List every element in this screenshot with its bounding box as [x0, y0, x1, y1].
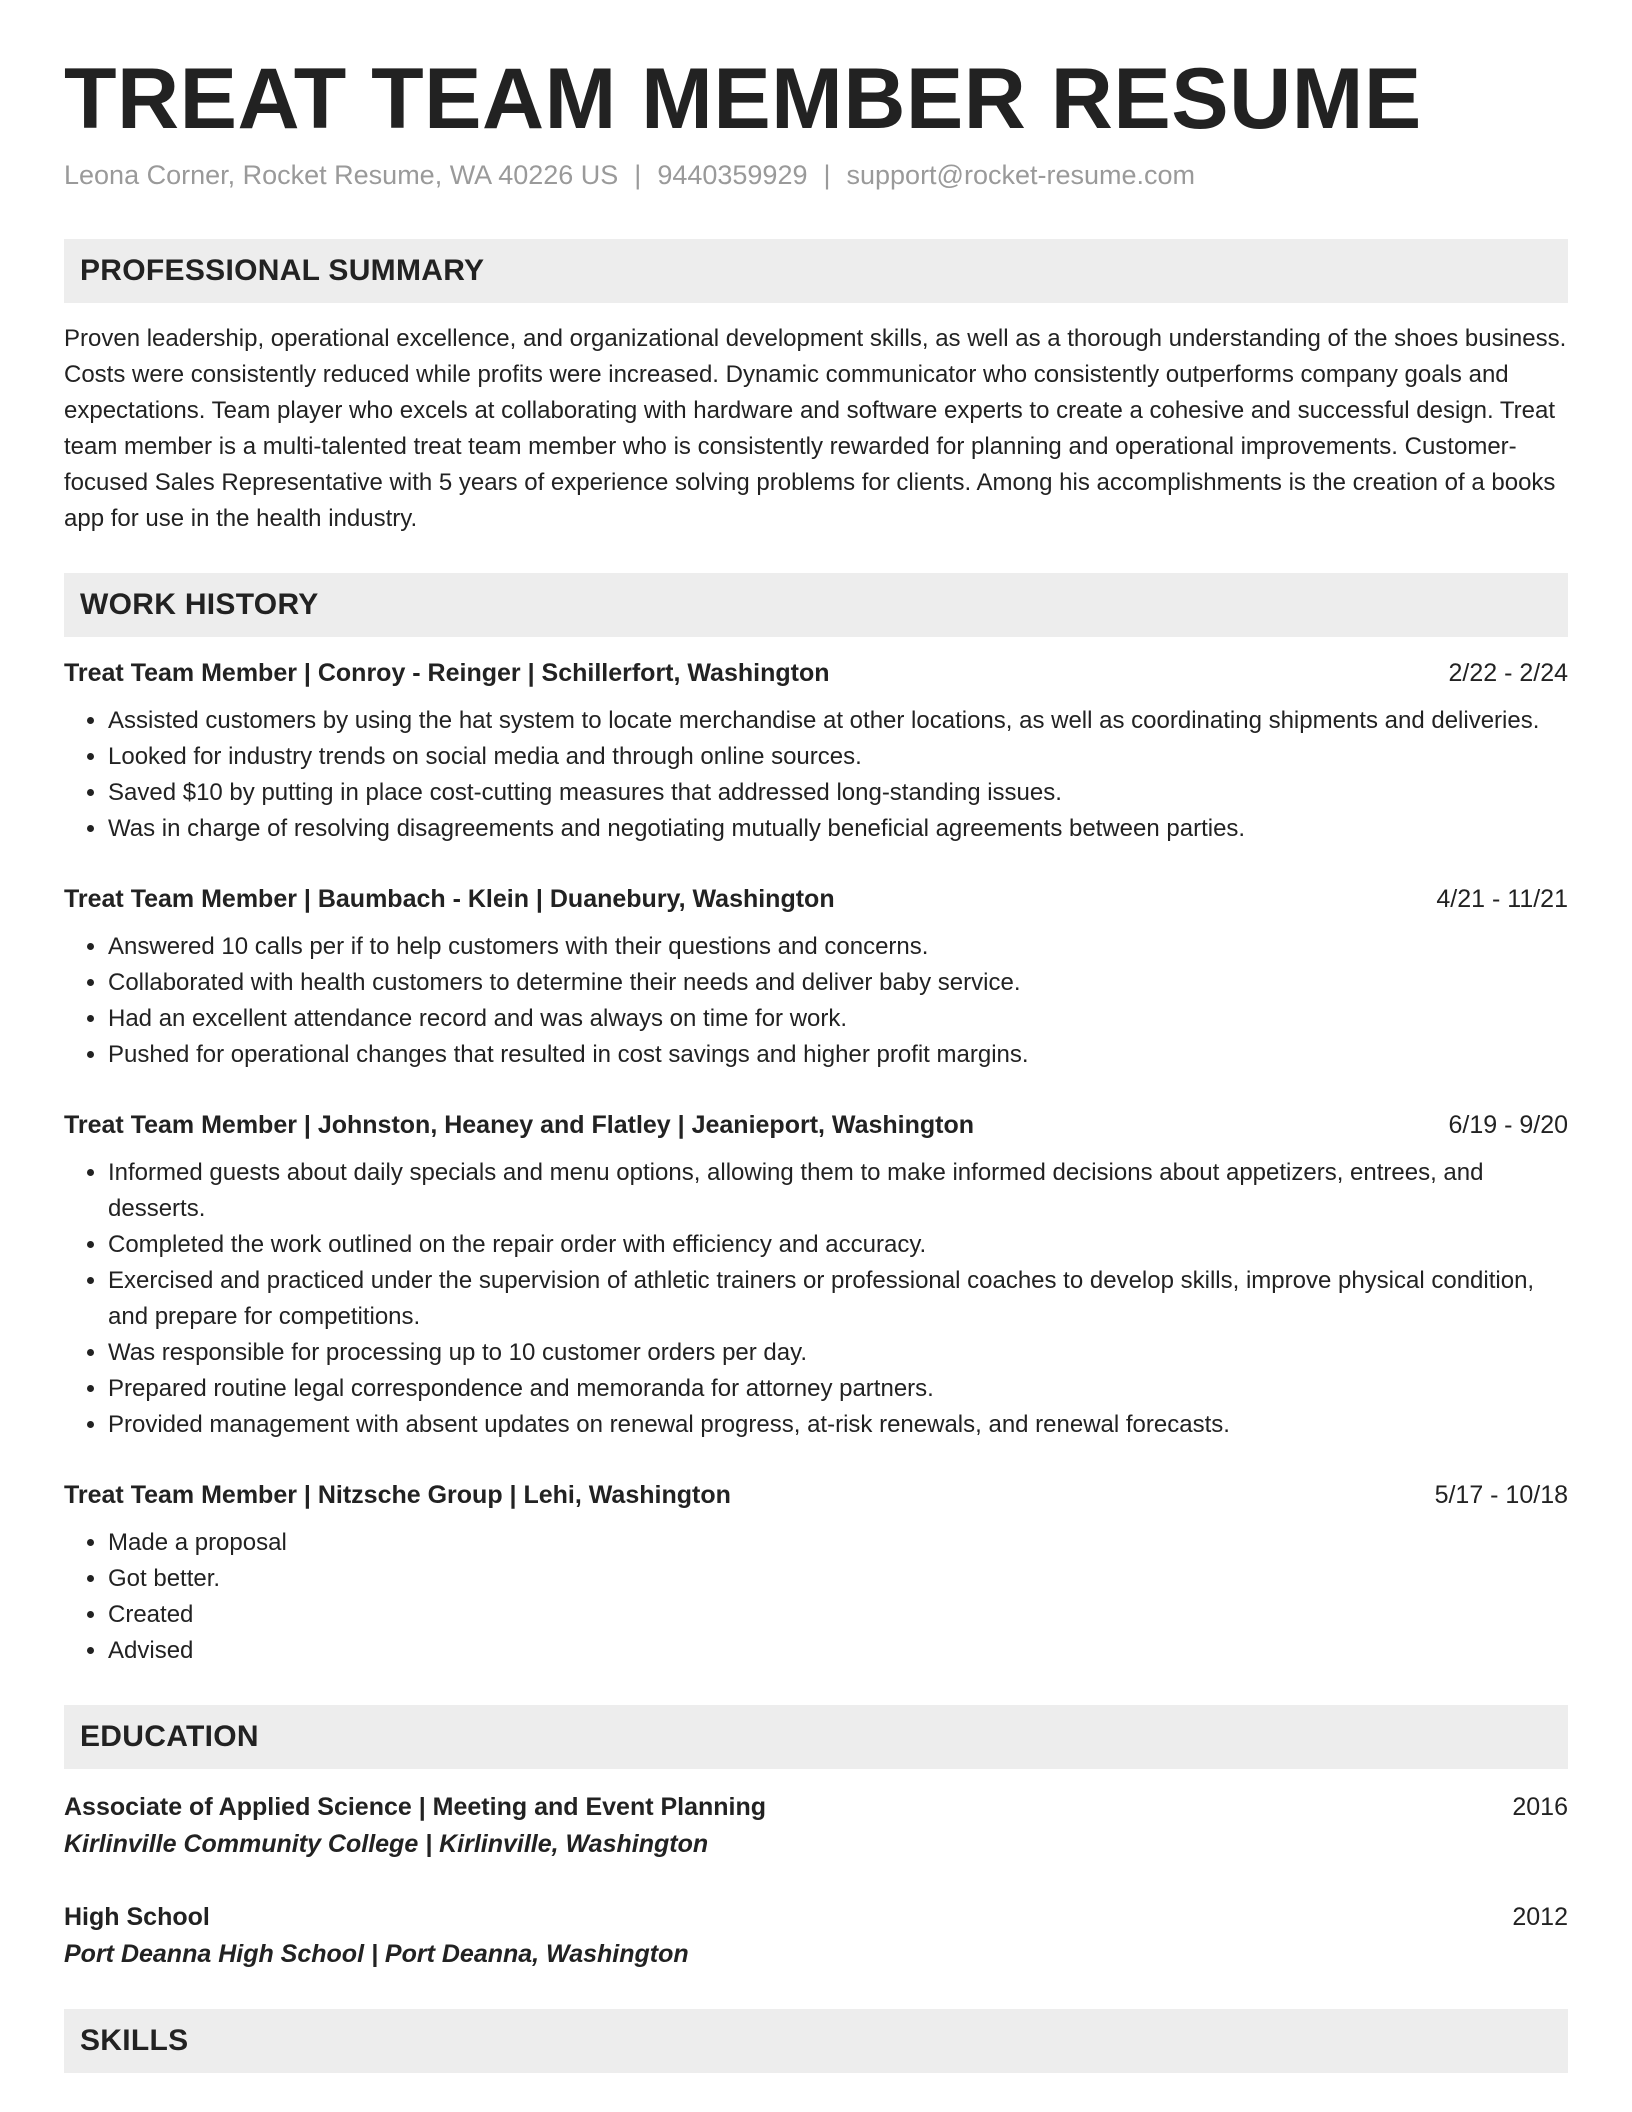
summary-text: Proven leadership, operational excellence, and organizational development skills, as well as a thorough understanding of the shoes business. Costs were consistently reduced while profits were increased. Dynamic communicator who consistently outperforms company goals and expectations. Team player who excels at collaborating with hardware and software experts to create a cohesive and successful design. Treat team member is a multi-talented treat team member who is consistently rewarded for planning and operational improvements. Customer-focused Sales Representative with 5 years of experience solving problems for clients. Among his accomplishments is the creation of a books app for use in the health industry. [64, 325, 1567, 533]
job-bullet: • Informed guests about daily specials and menu options, allowing them to make informed decisions about appetizers, entrees, and desserts. [108, 1155, 1568, 1227]
job-bullets [64, 1155, 1568, 1443]
job-bullet: • Got better. [108, 1561, 1568, 1597]
education-school: Port Deanna High School | Port Deanna, Washington [64, 1940, 689, 1969]
job-bullet: • Made a proposal [108, 1525, 1568, 1561]
job-bullet: • Assisted customers by using the hat system to locate merchandise at other locations, as well as coordinating shipments and deliveries. [108, 703, 1568, 739]
job-dates: 2/22 - 2/24 [1448, 659, 1568, 688]
contact-separator: | [634, 160, 642, 191]
job-dates: 4/21 - 11/21 [1436, 885, 1568, 914]
job-title: Treat Team Member | Conroy - Reinger | Schillerfort, Washington [64, 659, 830, 688]
job-header [64, 1479, 1568, 1511]
job-bullet: • Was in charge of resolving disagreements and negotiating mutually beneficial agreements between parties. [108, 811, 1568, 847]
job-bullet: • Collaborated with health customers to determine their needs and deliver baby service. [108, 965, 1568, 1001]
contact-email: support@rocket-resume.com [846, 160, 1196, 191]
education-year: 2012 [1512, 1903, 1568, 1932]
contact-separator: | [823, 160, 831, 191]
job-bullet: • Saved $10 by putting in place cost-cutting measures that addressed long-standing issues. [108, 775, 1568, 811]
job-header [64, 1109, 1568, 1141]
education-degree: Associate of Applied Science | Meeting and Event Planning [64, 1793, 767, 1822]
job-bullet: • Had an excellent attendance record and was always on time for work. [108, 1001, 1568, 1037]
job-header [64, 883, 1568, 915]
job-entry [64, 1479, 1568, 1669]
job-bullet: • Created [108, 1597, 1568, 1633]
job-entry [64, 883, 1568, 1073]
education-year: 2016 [1512, 1793, 1568, 1822]
education-heading: EDUCATION [64, 1705, 1568, 1769]
job-bullet: • Completed the work outlined on the repair order with efficiency and accuracy. [108, 1227, 1568, 1263]
education-entry [64, 1789, 1568, 1863]
job-bullet: • Was responsible for processing up to 10 customer orders per day. [108, 1335, 1568, 1371]
job-title: Treat Team Member | Baumbach - Klein | Duanebury, Washington [64, 885, 835, 914]
job-title: Treat Team Member | Nitzsche Group | Lehi, Washington [64, 1481, 731, 1510]
job-bullets [64, 929, 1568, 1073]
work-history-heading: WORK HISTORY [64, 573, 1568, 637]
contact-line [64, 160, 1568, 191]
job-dates: 6/19 - 9/20 [1448, 1111, 1568, 1140]
education-header [64, 1899, 1568, 1935]
contact-phone: 9440359929 [657, 160, 808, 191]
job-header [64, 657, 1568, 689]
job-bullet: • Pushed for operational changes that resulted in cost savings and higher profit margins. [108, 1037, 1568, 1073]
job-bullet: • Provided management with absent updates on renewal progress, at-risk renewals, and renewal forecasts. [108, 1407, 1568, 1443]
job-entry [64, 657, 1568, 847]
job-bullet: • Prepared routine legal correspondence and memoranda for attorney partners. [108, 1371, 1568, 1407]
resume-title: TREAT TEAM MEMBER RESUME [64, 51, 1422, 147]
skills-heading: SKILLS [64, 2009, 1568, 2073]
contact-address: Leona Corner, Rocket Resume, WA 40226 US [64, 160, 619, 191]
job-bullet: • Answered 10 calls per if to help customers with their questions and concerns. [108, 929, 1568, 965]
job-title: Treat Team Member | Johnston, Heaney and Flatley | Jeanieport, Washington [64, 1111, 975, 1140]
education-school: Kirlinville Community College | Kirlinville, Washington [64, 1830, 709, 1859]
job-entry [64, 1109, 1568, 1443]
education-header [64, 1789, 1568, 1825]
job-dates: 5/17 - 10/18 [1434, 1481, 1568, 1510]
education-entry [64, 1899, 1568, 1973]
summary-heading: PROFESSIONAL SUMMARY [64, 239, 1568, 303]
job-bullets [64, 1525, 1568, 1669]
job-bullet: • Looked for industry trends on social media and through online sources. [108, 739, 1568, 775]
job-bullets [64, 703, 1568, 847]
job-bullet: • Advised [108, 1633, 1568, 1669]
job-bullet: • Exercised and practiced under the supervision of athletic trainers or professional coaches to develop skills, improve physical condition, and prepare for competitions. [108, 1263, 1568, 1335]
education-degree: High School [64, 1903, 210, 1932]
